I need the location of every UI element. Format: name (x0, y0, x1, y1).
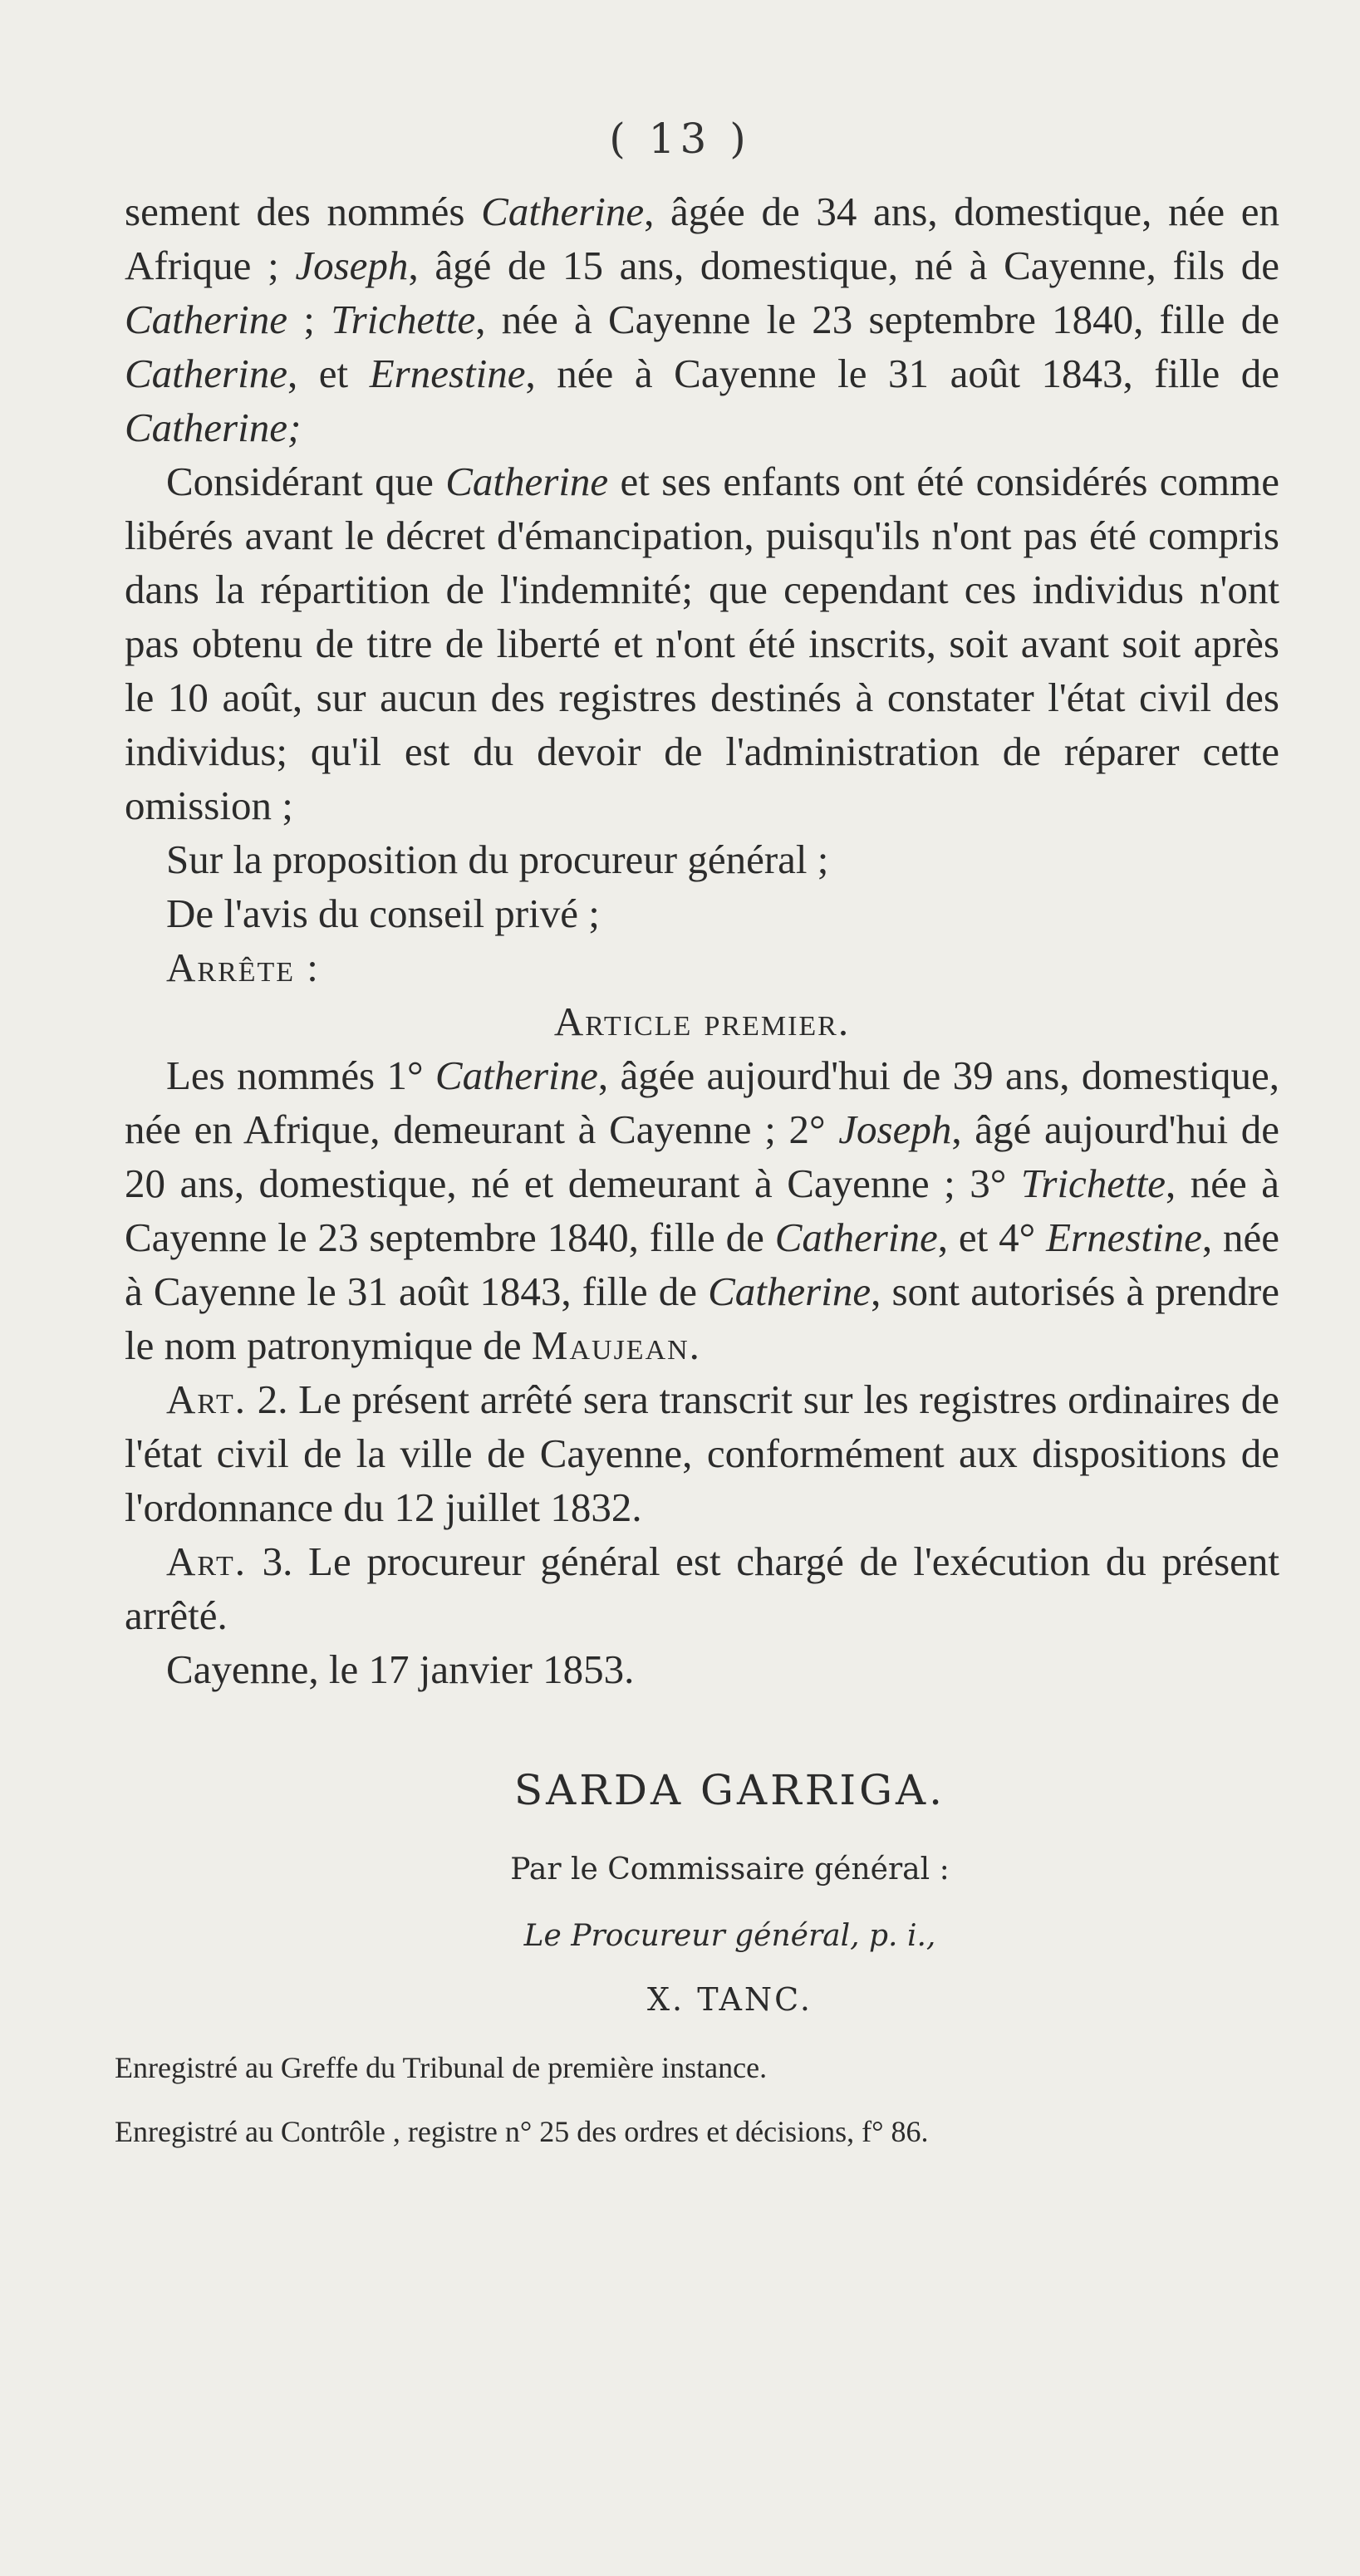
text-segment: , âgé aujourd'hui de 20 ans, domestique, né et demeurant à Cayenne ; 3° (125, 1106, 1279, 1206)
text-segment: 3. Le procureur général est chargé de l'exécution du présent arrêté. (125, 1538, 1279, 1638)
page-number: ( 13 ) (609, 115, 751, 163)
countersignature: X. TANC. (647, 1981, 813, 2018)
signature-role: Le Procureur général, p. i., (523, 1919, 936, 1953)
italic-name: Catherine (445, 459, 609, 504)
italic-name: Trichette (331, 297, 476, 342)
italic-name: Catherine (481, 189, 645, 234)
paragraph (125, 832, 1279, 886)
text-segment: Considérant que (166, 459, 446, 504)
text-segment: , née à Cayenne le 31 août 1843, fille de (125, 1214, 1280, 1314)
italic-name: Catherine (774, 1214, 938, 1260)
text-segment: De l'avis du conseil privé ; (166, 891, 600, 936)
text-segment: , sont autorisés à prendre le nom patronymique de (125, 1268, 1279, 1368)
paragraph (125, 184, 1279, 454)
paragraph (125, 1534, 1279, 1642)
text-segment: , née à Cayenne le 31 août 1843, fille de (525, 351, 1279, 396)
text-segment: , née à Cayenne le 23 septembre 1840, fille de (125, 1160, 1280, 1260)
text-segment: et ses enfants ont été considérés comme libérés avant le décret d'émancipation, puisqu'ils n'ont pas été compris dans la répartition de l'indemnité; que cependant ces individus n'ont pas obtenu de titre de liberté et n'ont été inscrits, soit avant soit après le 10 août, sur aucun des registres destinés à constater l'état civil des individus; qu'il est du devoir de l'administration de réparer cette omission ; (125, 459, 1279, 828)
text-segment: Sur la proposition du procureur général ; (166, 837, 829, 882)
paragraph (125, 940, 1279, 994)
registration-note-greffe: Enregistré au Greffe du Tribunal de première instance. (115, 2051, 768, 2084)
italic-name: Trichette (1020, 1160, 1166, 1206)
italic-name: Catherine (125, 297, 287, 342)
registration-note-controle: Enregistré au Contrôle , registre n° 25 des ordres et décisions, f° 86. (115, 2115, 929, 2148)
text-segment: ; (287, 297, 331, 342)
italic-name: Joseph (295, 243, 409, 288)
text-segment: , et (287, 351, 370, 396)
italic-name: Catherine (435, 1052, 598, 1098)
article-title (125, 994, 1279, 1048)
text-segment: 2. Le présent arrêté sera transcrit sur les registres ordinaires de l'état civil de la ville de Cayenne, conformément aux dispositions de l'ordonnance du 12 juillet 1832. (125, 1376, 1279, 1530)
italic-name: Catherine (708, 1268, 871, 1314)
text-segment: Cayenne, le 17 janvier 1853. (166, 1646, 635, 1692)
paragraph (125, 1372, 1279, 1534)
small-caps-text: Article premier. (553, 999, 851, 1044)
text-segment: , âgé de 15 ans, domestique, né à Cayenne, fils de (408, 243, 1279, 288)
small-caps-text: Arrête : (166, 945, 320, 990)
text-segment: , et 4° (937, 1214, 1047, 1260)
text-segment: , âgée aujourd'hui de 39 ans, domestique, née en Afrique, demeurant à Cayenne ; 2° (125, 1052, 1280, 1152)
italic-name: Catherine (125, 351, 287, 396)
italic-name: Ernestine (1046, 1214, 1202, 1260)
italic-name: Ernestine (369, 351, 526, 396)
text-segment: Les nommés 1° (166, 1052, 435, 1098)
italic-name: Catherine; (125, 405, 302, 450)
text-segment: sement des nommés (125, 189, 482, 234)
text-segment: , née à Cayenne le 23 septembre 1840, fille de (475, 297, 1279, 342)
small-caps-text: Maujean. (531, 1322, 701, 1368)
small-caps-text: Art. (166, 1376, 248, 1422)
small-caps-text: Art. (166, 1538, 248, 1584)
paragraph (125, 886, 1279, 940)
text-segment: , âgée de 34 ans, domestique, née en Afrique ; (125, 189, 1280, 288)
paragraph (125, 454, 1279, 832)
document-body (125, 184, 1279, 1696)
paragraph (125, 1642, 1279, 1696)
paragraph (125, 1048, 1279, 1372)
italic-name: Joseph (838, 1106, 952, 1152)
signature-name: SARDA GARRIGA. (513, 1766, 946, 1814)
signature-by-line: Par le Commissaire général : (510, 1852, 950, 1887)
